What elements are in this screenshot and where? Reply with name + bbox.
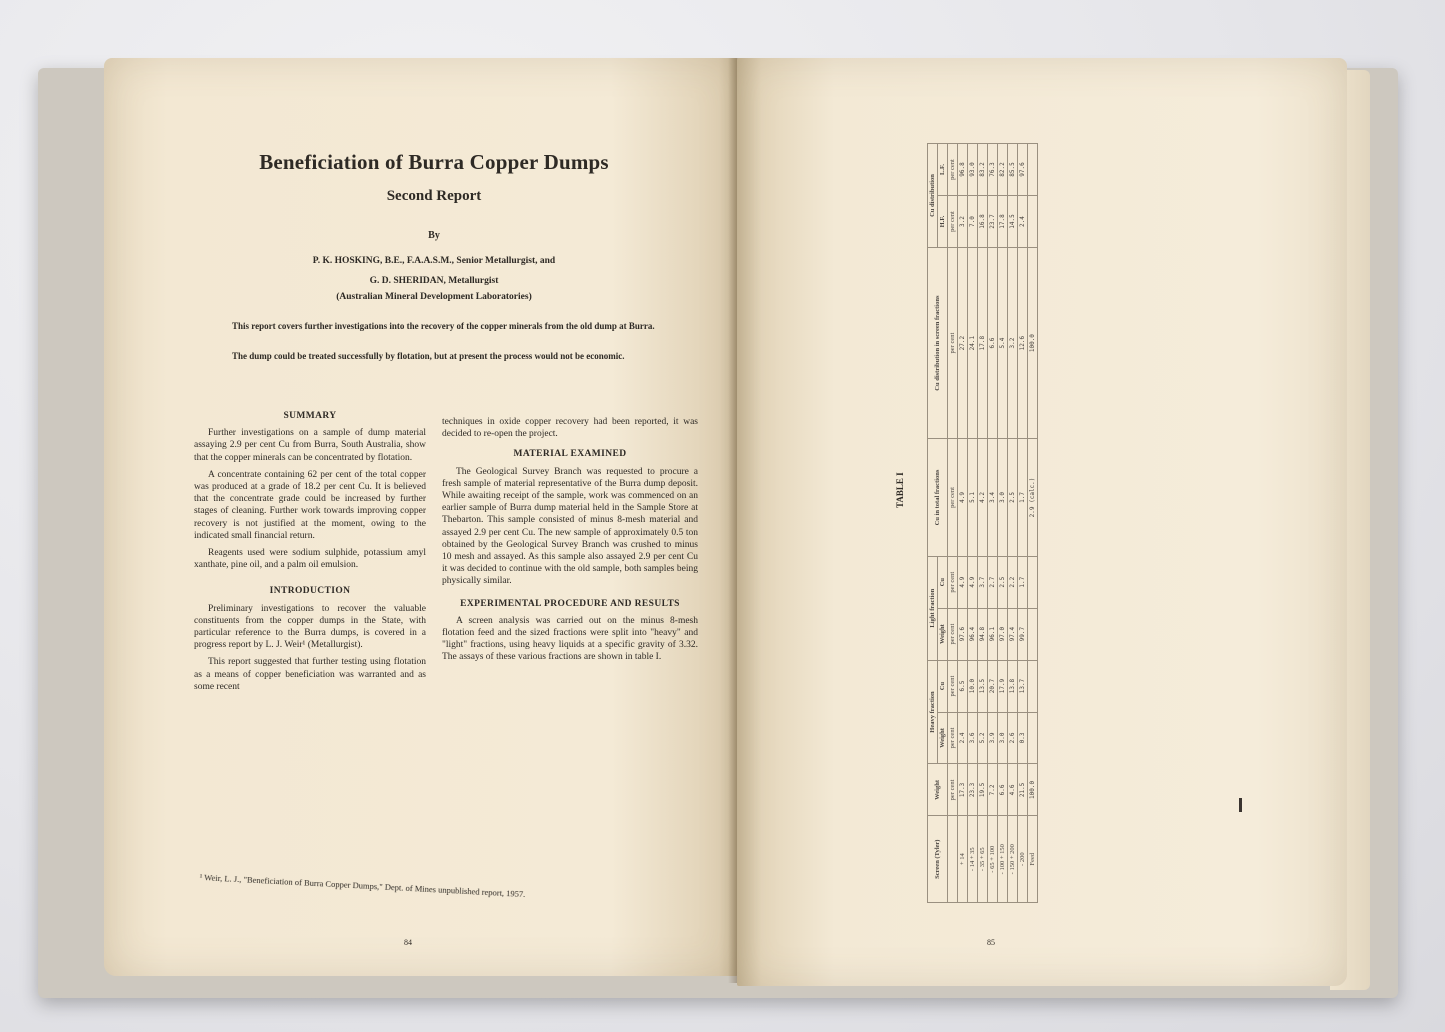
sub-weight: Weight [938,608,948,660]
table-cell: 1.7 [1018,439,1028,556]
col-cu-total: Cu in total fractions [928,439,948,556]
table-cell: 0.3 [1018,712,1028,764]
table-cell: 94.8 [978,608,988,660]
sub-cu: Cu [938,556,948,608]
table-cell: 5.2 [978,712,988,764]
table-cell: 2.4 [1018,196,1028,248]
table-cell: 16.8 [978,196,988,248]
table-cell: - 14 + 35 [968,816,978,903]
table-cell: 1.7 [1018,556,1028,608]
ink-mark [1239,798,1242,812]
table-cell: 6.6 [988,247,998,438]
table-cell: 17.9 [998,660,1008,712]
table-cell: 4.9 [968,556,978,608]
feed-row [1028,144,1038,903]
table-cell: 14.5 [1008,196,1018,248]
table-cell: 97.6 [958,608,968,660]
left-page [104,58,738,976]
experimental-heading: EXPERIMENTAL PROCEDURE AND RESULTS [460,598,680,609]
table-cell: 99.7 [1018,608,1028,660]
table-cell [1028,196,1038,248]
col-cu-dist: Cu distribution [928,144,938,248]
table-cell: 96.4 [968,608,978,660]
table-cell: 4.6 [1008,764,1018,816]
table-container [922,138,1087,918]
table-cell: 19.5 [978,764,988,816]
table-cell: 7.2 [988,764,998,816]
introduction-heading: INTRODUCTION [269,586,351,597]
table-cell [1028,608,1038,660]
page-number-right: 85 [987,938,995,947]
table-cell: 2.6 [1008,712,1018,764]
table-cell: 24.1 [968,247,978,438]
table-row [978,144,988,903]
table-cell: 97.6 [1018,144,1028,196]
unit-cell [948,816,958,903]
sub-lf: L.F. [938,144,948,196]
table-cell: 2.4 [958,712,968,764]
col-screen: Screen (Tyler) [928,816,948,903]
table-row [1008,144,1018,903]
table-cell: 2.5 [998,556,1008,608]
table-cell: - 150 + 200 [1008,816,1018,903]
abstract-2: The dump could be treated successfully by flotation, but at present the process would not be economic. [232,351,625,361]
table-row [968,144,978,903]
table-cell: 96.1 [988,608,998,660]
table-cell: 82.2 [998,144,1008,196]
author-1: P. K. HOSKING, B.E., F.A.A.S.M., Senior Metallurgist, and [312,256,556,266]
unit-cell: per cent [948,556,958,608]
page-number-left: 84 [404,938,412,947]
sub-weight: Weight [938,712,948,764]
summary-paragraph: Reagents used were sodium sulphide, potassium amyl xanthate, pine oil, and a palm oil emulsion. [194,548,426,571]
table-row [998,144,1008,903]
table-cell: - 100 + 150 [998,816,1008,903]
unit-cell: per cent [948,439,958,556]
summary-paragraph: A concentrate containing 62 per cent of the total copper was produced at a grade of 18.2 per cent Cu. It is believed that the concentrate grade could be increased by further stages of cleaning. Further work towards improving copper recovery is not justified at the moment, owing to the indicated small financial return. [194,469,426,541]
table-cell: 3.0 [998,712,1008,764]
material-paragraph: The Geological Survey Branch was requested to procure a fresh sample of material representative of the Burra dump deposit. While awaiting receipt of the sample, work was commenced on an earlier sample of Burra dump material held in the Sample Store at Thebarton. This sample consisted of minus 8-mesh material and assayed 2.9 per cent Cu. The new sample of approximately 0.5 ton obtained by the Geological Survey Branch was crushed to minus 10 mesh and assayed. As this sample also assayed 2.9 per cent Cu it was decided to continue with the old sample, both samples being physically similar. [442,466,698,587]
unit-cell: per cent [948,144,958,196]
table-cell: 97.4 [1008,608,1018,660]
table-cell: 13.8 [1008,660,1018,712]
table-cell: 83.2 [978,144,988,196]
unit-cell: per cent [948,608,958,660]
table-cell: 3.7 [978,556,988,608]
table-cell: 17.8 [998,196,1008,248]
affiliation: (Australian Mineral Development Laboratories) [336,292,532,302]
table-cell: 93.0 [968,144,978,196]
table-cell [1028,144,1038,196]
footnote: ¹ Weir, L. J., "Beneficiation of Burra Copper Dumps," Dept. of Mines unpublished report, 1957. [199,872,526,900]
table-cell: 6.5 [958,660,968,712]
table-cell: 96.8 [958,144,968,196]
unit-cell: per cent [948,660,958,712]
table-cell: 6.6 [998,764,1008,816]
table-cell [1028,660,1038,712]
table-cell [1028,712,1038,764]
intro-paragraph: Preliminary investigations to recover the valuable constituents from the copper dumps in the State, with particular reference to the Burra dumps, is covered in a progress report by L. J. Weir¹ (Metallurgist). [194,603,426,651]
abstract-1: This report covers further investigations into the recovery of the copper minerals from the old dump at Burra. [232,321,655,331]
table-cell [1028,556,1038,608]
table-cell: 5.4 [998,247,1008,438]
column-1 [194,402,426,698]
summary-paragraph: Further investigations on a sample of dump material assaying 2.9 per cent Cu from Burra, South Australia, show that the copper minerals can be concentrated by flotation. [194,428,426,463]
article-title: Beneficiation of Burra Copper Dumps [259,150,609,174]
col2-continuation: techniques in oxide copper recovery had been reported, it was decided to re-open the project. [442,417,698,440]
table-row [988,144,998,903]
right-page [737,58,1347,986]
table-cell: 13.5 [978,660,988,712]
col-cu-dist-screen: Cu distribution in screen fractions [928,247,948,438]
table-1 [927,143,1038,903]
table-cell: 20.7 [988,660,998,712]
summary-heading: SUMMARY [283,411,337,421]
table-cell: 3.9 [988,712,998,764]
table-cell: 7.0 [968,196,978,248]
table-cell: 76.3 [988,144,998,196]
table-cell: - 65 + 100 [988,816,998,903]
table-cell: - 35 + 65 [978,816,988,903]
table-cell: 2.9 (calc.) [1028,439,1038,556]
intro-paragraph: This report suggested that further testing using flotation as a means of copper beneficiation was warranted and as some recent [194,657,426,692]
table-cell: 2.7 [988,556,998,608]
table-row [1018,144,1028,903]
byline: By [428,230,440,241]
table-cell: - 200 [1018,816,1028,903]
table-cell: 17.3 [958,764,968,816]
table-cell: 23.7 [988,196,998,248]
table-cell: + 14 [958,816,968,903]
table-cell: 10.0 [968,660,978,712]
article-subtitle: Second Report [386,188,482,204]
column-2 [442,416,698,669]
table-cell: 23.3 [968,764,978,816]
material-heading: MATERIAL EXAMINED [513,449,627,460]
table-cell: 21.5 [1018,764,1028,816]
table-cell: 3.2 [958,196,968,248]
unit-cell: per cent [948,247,958,438]
unit-cell: per cent [948,196,958,248]
sub-hf: H.F. [938,196,948,248]
feed-label: Feed [1028,816,1038,903]
table-cell: 3.2 [1008,247,1018,438]
table-cell: 17.8 [978,247,988,438]
col-heavy: Heavy fraction [928,660,938,764]
experimental-paragraph: A screen analysis was carried out on the minus 8-mesh flotation feed and the sized fractions were split into "heavy" and "light" fractions, using heavy liquids at a specific gravity of 3.32. The assays of these various fractions are shown in table I. [442,615,698,663]
table-cell: 4.9 [958,556,968,608]
table-cell: 85.5 [1008,144,1018,196]
table-body [948,144,1038,903]
table-cell: 2.5 [1008,439,1018,556]
table-cell: 2.2 [1008,556,1018,608]
table-cell: 3.0 [998,439,1008,556]
table-caption: TABLE I [895,472,905,508]
table-cell: 3.4 [988,439,998,556]
unit-cell: per cent [948,764,958,816]
table-cell: 27.2 [958,247,968,438]
table-cell: 4.9 [958,439,968,556]
table-cell: 97.0 [998,608,1008,660]
col-weight: Weight [928,764,948,816]
author-2: G. D. SHERIDAN, Metallurgist [369,276,499,286]
unit-row [948,144,958,903]
col-light: Light fraction [928,556,938,660]
unit-cell: per cent [948,712,958,764]
table-cell: 4.2 [978,439,988,556]
table-cell: 100.0 [1028,764,1038,816]
table-cell: 100.0 [1028,247,1038,438]
table-row [958,144,968,903]
table-cell: 12.6 [1018,247,1028,438]
table-cell: 13.7 [1018,660,1028,712]
table-cell: 5.1 [968,439,978,556]
sub-cu: Cu [938,660,948,712]
table-cell: 3.6 [968,712,978,764]
